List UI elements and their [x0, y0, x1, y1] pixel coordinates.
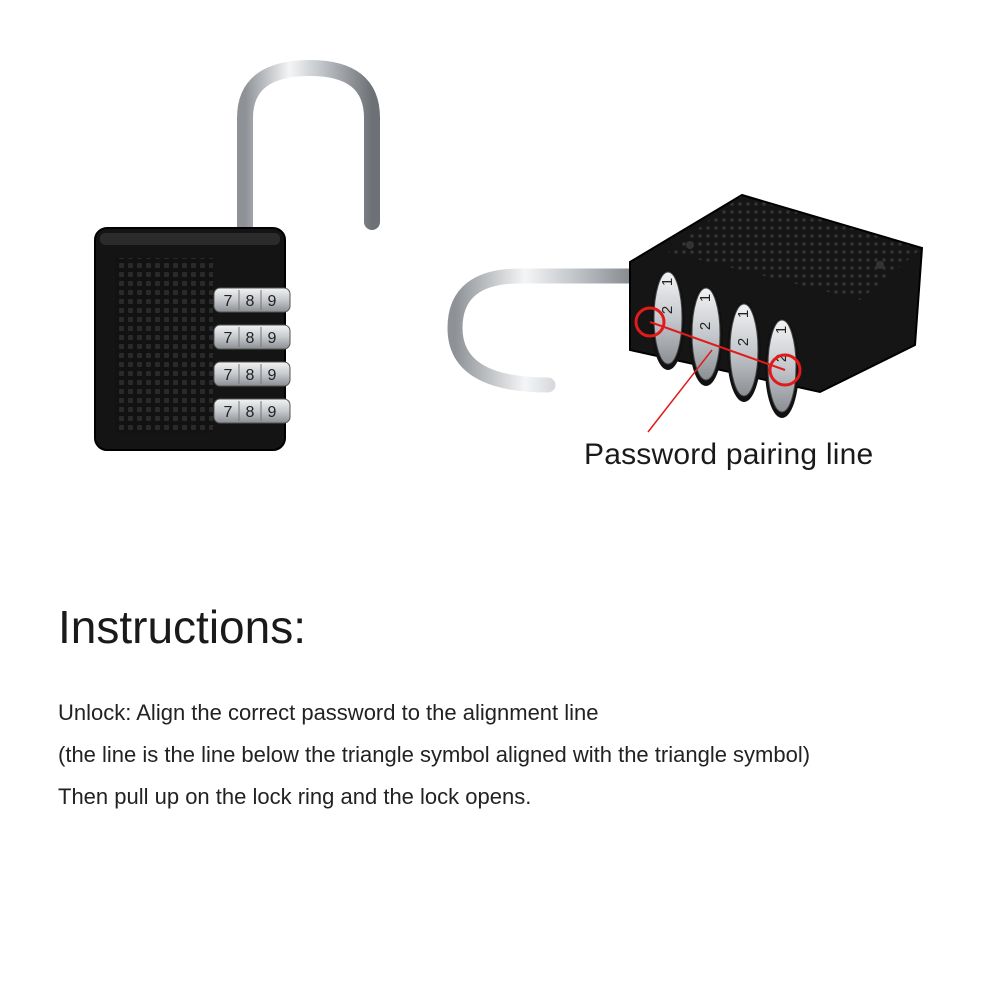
callout-leader	[648, 350, 712, 432]
combination-padlock-side-icon	[455, 195, 922, 432]
wheel-digit: 7	[223, 330, 233, 347]
side-wheel-digit: 1	[659, 277, 676, 287]
wheel-digit: 9	[267, 367, 277, 384]
side-wheel-digit: 2	[697, 321, 714, 331]
wheel-digit: 7	[223, 293, 233, 310]
instructions-heading: Instructions:	[58, 601, 306, 653]
side-wheel-digit: 2	[735, 337, 752, 347]
side-combination-wheel[interactable]	[651, 270, 685, 370]
wheel-digit: 8	[245, 293, 255, 310]
wheel-digit: 8	[245, 404, 255, 421]
wheel-digit: 8	[245, 367, 255, 384]
side-combination-wheel[interactable]	[689, 286, 723, 386]
shackle-side	[455, 276, 655, 385]
combination-wheel[interactable]	[214, 288, 290, 312]
side-wheel-digit: 1	[697, 293, 714, 303]
instructions-text	[58, 692, 988, 818]
wheel-digit: 7	[223, 367, 233, 384]
combination-wheel[interactable]	[214, 362, 290, 386]
side-wheel-digit: 1	[773, 325, 790, 335]
wheel-digit: 7	[223, 404, 233, 421]
instruction-line-3: Then pull up on the lock ring and the lock opens.	[58, 784, 532, 809]
side-wheel-digit: 2	[773, 353, 790, 363]
shackle-front	[245, 68, 372, 236]
combination-wheel[interactable]	[214, 399, 290, 423]
combination-padlock-front-icon	[95, 68, 372, 450]
combination-wheel[interactable]	[214, 325, 290, 349]
callout-label: Password pairing line	[584, 438, 874, 471]
side-wheel-digit: 1	[735, 309, 752, 319]
wheel-digit: 9	[267, 330, 277, 347]
wheel-digit: 9	[267, 293, 277, 310]
instruction-line-2: (the line is the line below the triangle symbol aligned with the triangle symbol)	[58, 742, 811, 767]
wheel-digit: 8	[245, 330, 255, 347]
instruction-line-1: Unlock: Align the correct password to the alignment line	[58, 700, 599, 725]
wheel-digit: 9	[267, 404, 277, 421]
side-wheel-digit: 2	[659, 305, 676, 315]
